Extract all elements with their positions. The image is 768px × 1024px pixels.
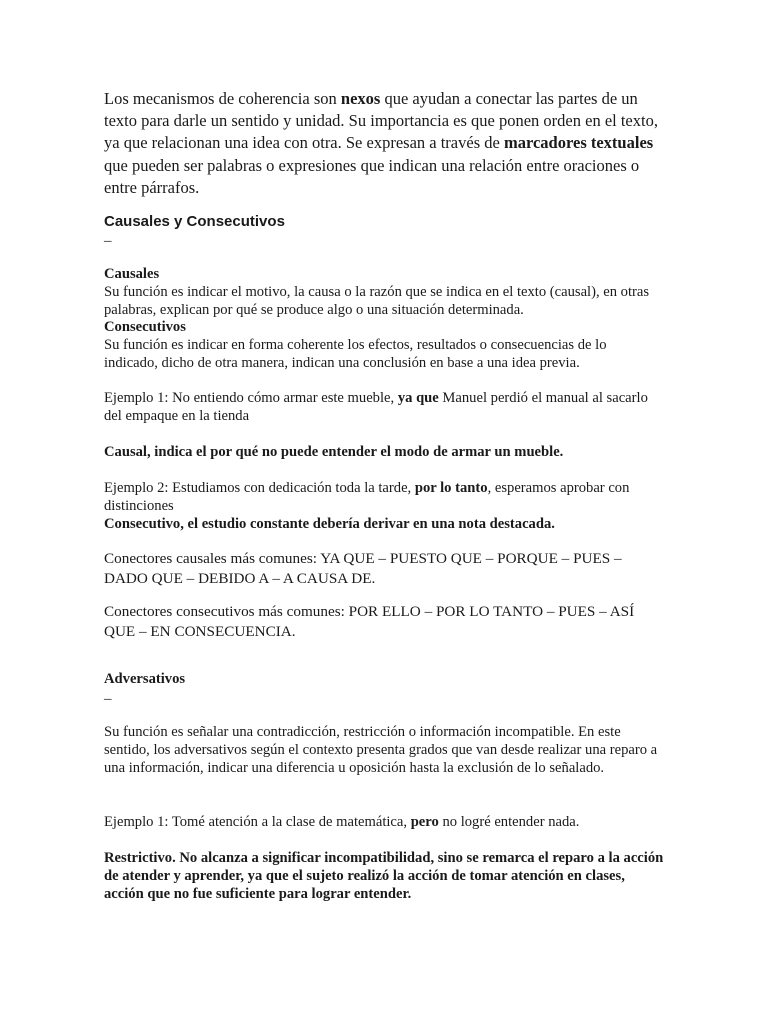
example-2-text-a: Ejemplo 2: Estudiamos con dedicación toda la tarde, <box>104 480 415 496</box>
conectores-causales: Conectores causales más comunes: YA QUE – PUESTO QUE – PORQUE – PUES – DADO QUE – DEBIDO A – A CAUSA DE. <box>104 550 622 587</box>
heading-dash-1: – <box>104 233 112 249</box>
heading-causales-consecutivos: Causales y Consecutivos <box>104 213 285 230</box>
causales-text: Su función es indicar el motivo, la causa o la razón que se indica en el texto (causal), en otras palabras, explican por qué se produce algo o una situación determinada. <box>104 283 650 318</box>
intro-paragraph <box>104 88 664 199</box>
causales-title: Causales <box>104 266 160 282</box>
causales-block <box>104 266 664 373</box>
example-2-note: Consecutivo, el estudio constante debería derivar en una nota destacada. <box>104 515 555 532</box>
example-1-text-a: Ejemplo 1: No entiendo cómo armar este mueble, <box>104 390 398 406</box>
heading-adversativos: Adversativos <box>104 671 186 687</box>
heading-dash-2: – <box>104 691 112 707</box>
example-1-connector: ya que <box>397 390 439 406</box>
intro-bold-nexos: nexos <box>340 89 381 108</box>
example-2-connector: por lo tanto <box>414 480 488 496</box>
example-2-text-c: , esperamos aprobar con distinciones <box>104 480 630 514</box>
intro-text-3: que pueden ser palabras o expresiones que indican una relación entre oraciones o entre párrafos. <box>104 155 640 197</box>
adv-example-text-c: no logré entender nada. <box>438 814 580 830</box>
example-1-text-c: Manuel perdió el manual al sacarlo del empaque en la tienda <box>104 390 648 424</box>
intro-bold-marcadores: marcadores textuales <box>503 133 654 153</box>
example-2-consecutive <box>104 480 664 533</box>
consecutivos-text: Su función es indicar en forma coherente los efectos, resultados o consecuencias de lo indicado, dicho de otra manera, indican una conclusión en base a una idea previa. <box>104 337 607 371</box>
consecutivos-title: Consecutivos <box>104 319 186 336</box>
adv-example-text-a: Ejemplo 1: Tomé atención a la clase de matemática, <box>104 814 411 830</box>
intro-text-2: que ayudan a conectar las partes de un texto para darle un sentido y unidad. Su importancia es que ponen orden en el texto, ya que relacionan una idea con otra. Se expresan a través de <box>104 89 658 153</box>
adversativos-text: Su función es señalar una contradicción, restricción o información incompatible. En este sentido, los adversativos según el contexto presenta grados que van desde realizar una reparo a una información, indicar una diferencia u oposición hasta la exclusión de lo señalado. <box>104 724 658 776</box>
conectores-consecutivos: Conectores consecutivos más comunes: POR ELLO – POR LO TANTO – PUES – ASÍ QUE – EN CONSECUENCIA. <box>104 603 635 640</box>
adv-example-connector: pero <box>410 814 439 830</box>
example-1-note <box>104 444 664 462</box>
adv-example-note-text: Restrictivo. No alcanza a significar incompatibilidad, sino se remarca el reparo a la acción de atender y aprender, ya que el sujeto realizó la acción de tomar atención en clases, acción que no fue suficiente para lograr entender. <box>104 850 664 902</box>
adversativos-example-note <box>104 850 664 903</box>
intro-text-1: Los mecanismos de coherencia son <box>104 89 341 108</box>
example-1-causal <box>104 390 664 426</box>
example-1-note-text: Causal, indica el por qué no puede entender el modo de armar un mueble. <box>104 444 564 460</box>
adversativos-example-1 <box>104 814 664 832</box>
